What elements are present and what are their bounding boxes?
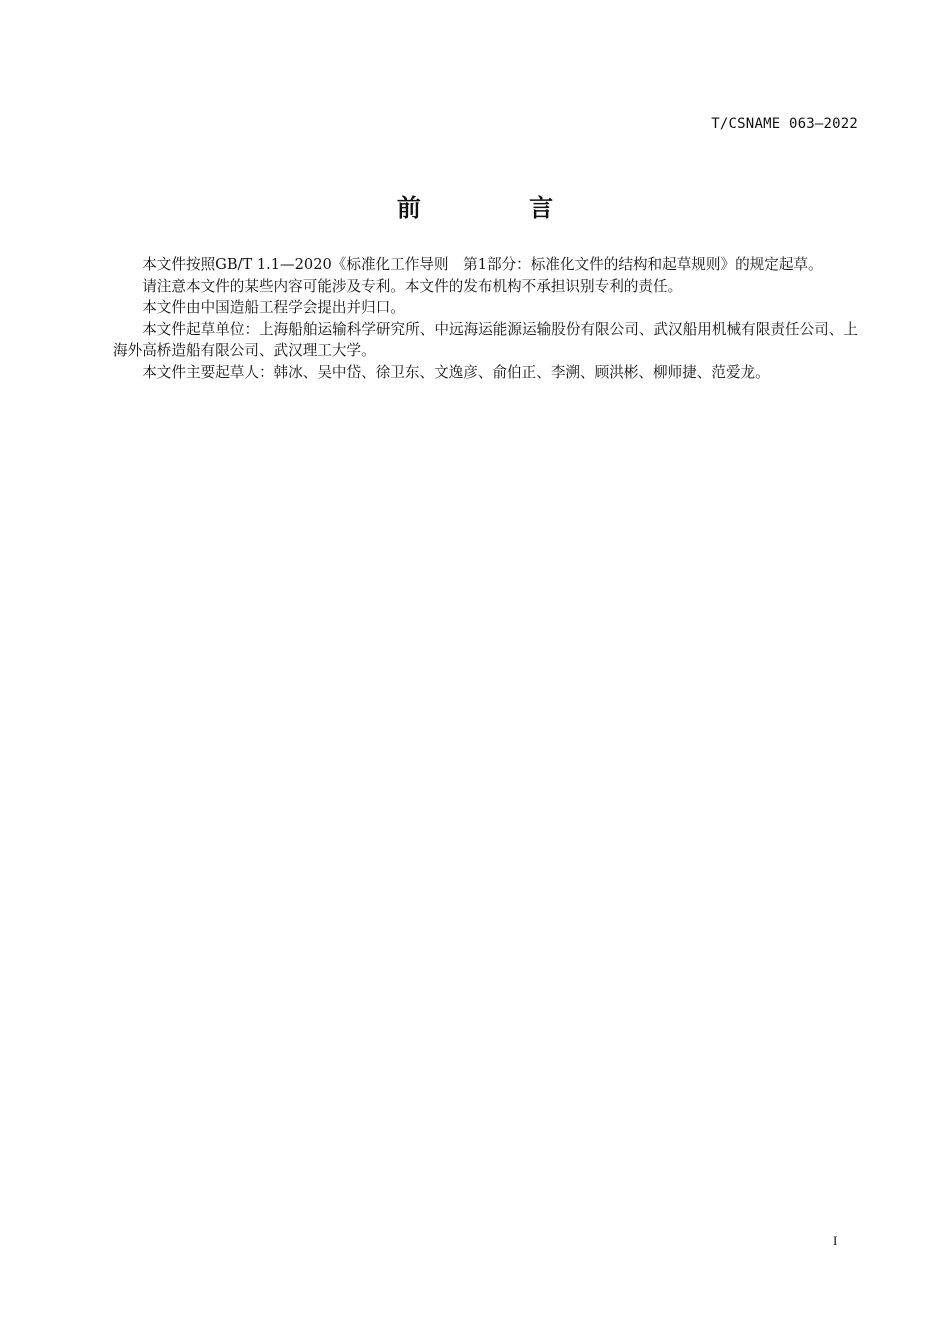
paragraph-proposer: 本文件由中国造船工程学会提出并归口。	[142, 299, 405, 317]
paragraph-patent-notice: 请注意本文件的某些内容可能涉及专利。本文件的发布机构不承担识别专利的责任。	[142, 277, 683, 295]
paragraph-drafting-units: 本文件起草单位：上海船舶运输科学研究所、中远海运能源运输股份有限公司、武汉船用机械有限责任公司、上海外高桥造船有限公司、武汉理工大学。	[113, 320, 858, 360]
paragraph-drafting-basis: 本文件按照GB/T 1.1—2020《标准化工作导则 第1部分：标准化文件的结构和起草规则》的规定起草。	[142, 256, 823, 273]
document-body	[113, 254, 858, 384]
page-number: I	[833, 1233, 838, 1248]
page-title: 前 言	[396, 194, 604, 222]
document-code: T/CSNAME 063—2022	[711, 116, 858, 132]
paragraph-drafters: 本文件主要起草人：韩冰、吴中岱、徐卫东、文逸彦、俞伯正、李溯、顾洪彬、柳师捷、范爱龙。	[142, 363, 770, 381]
